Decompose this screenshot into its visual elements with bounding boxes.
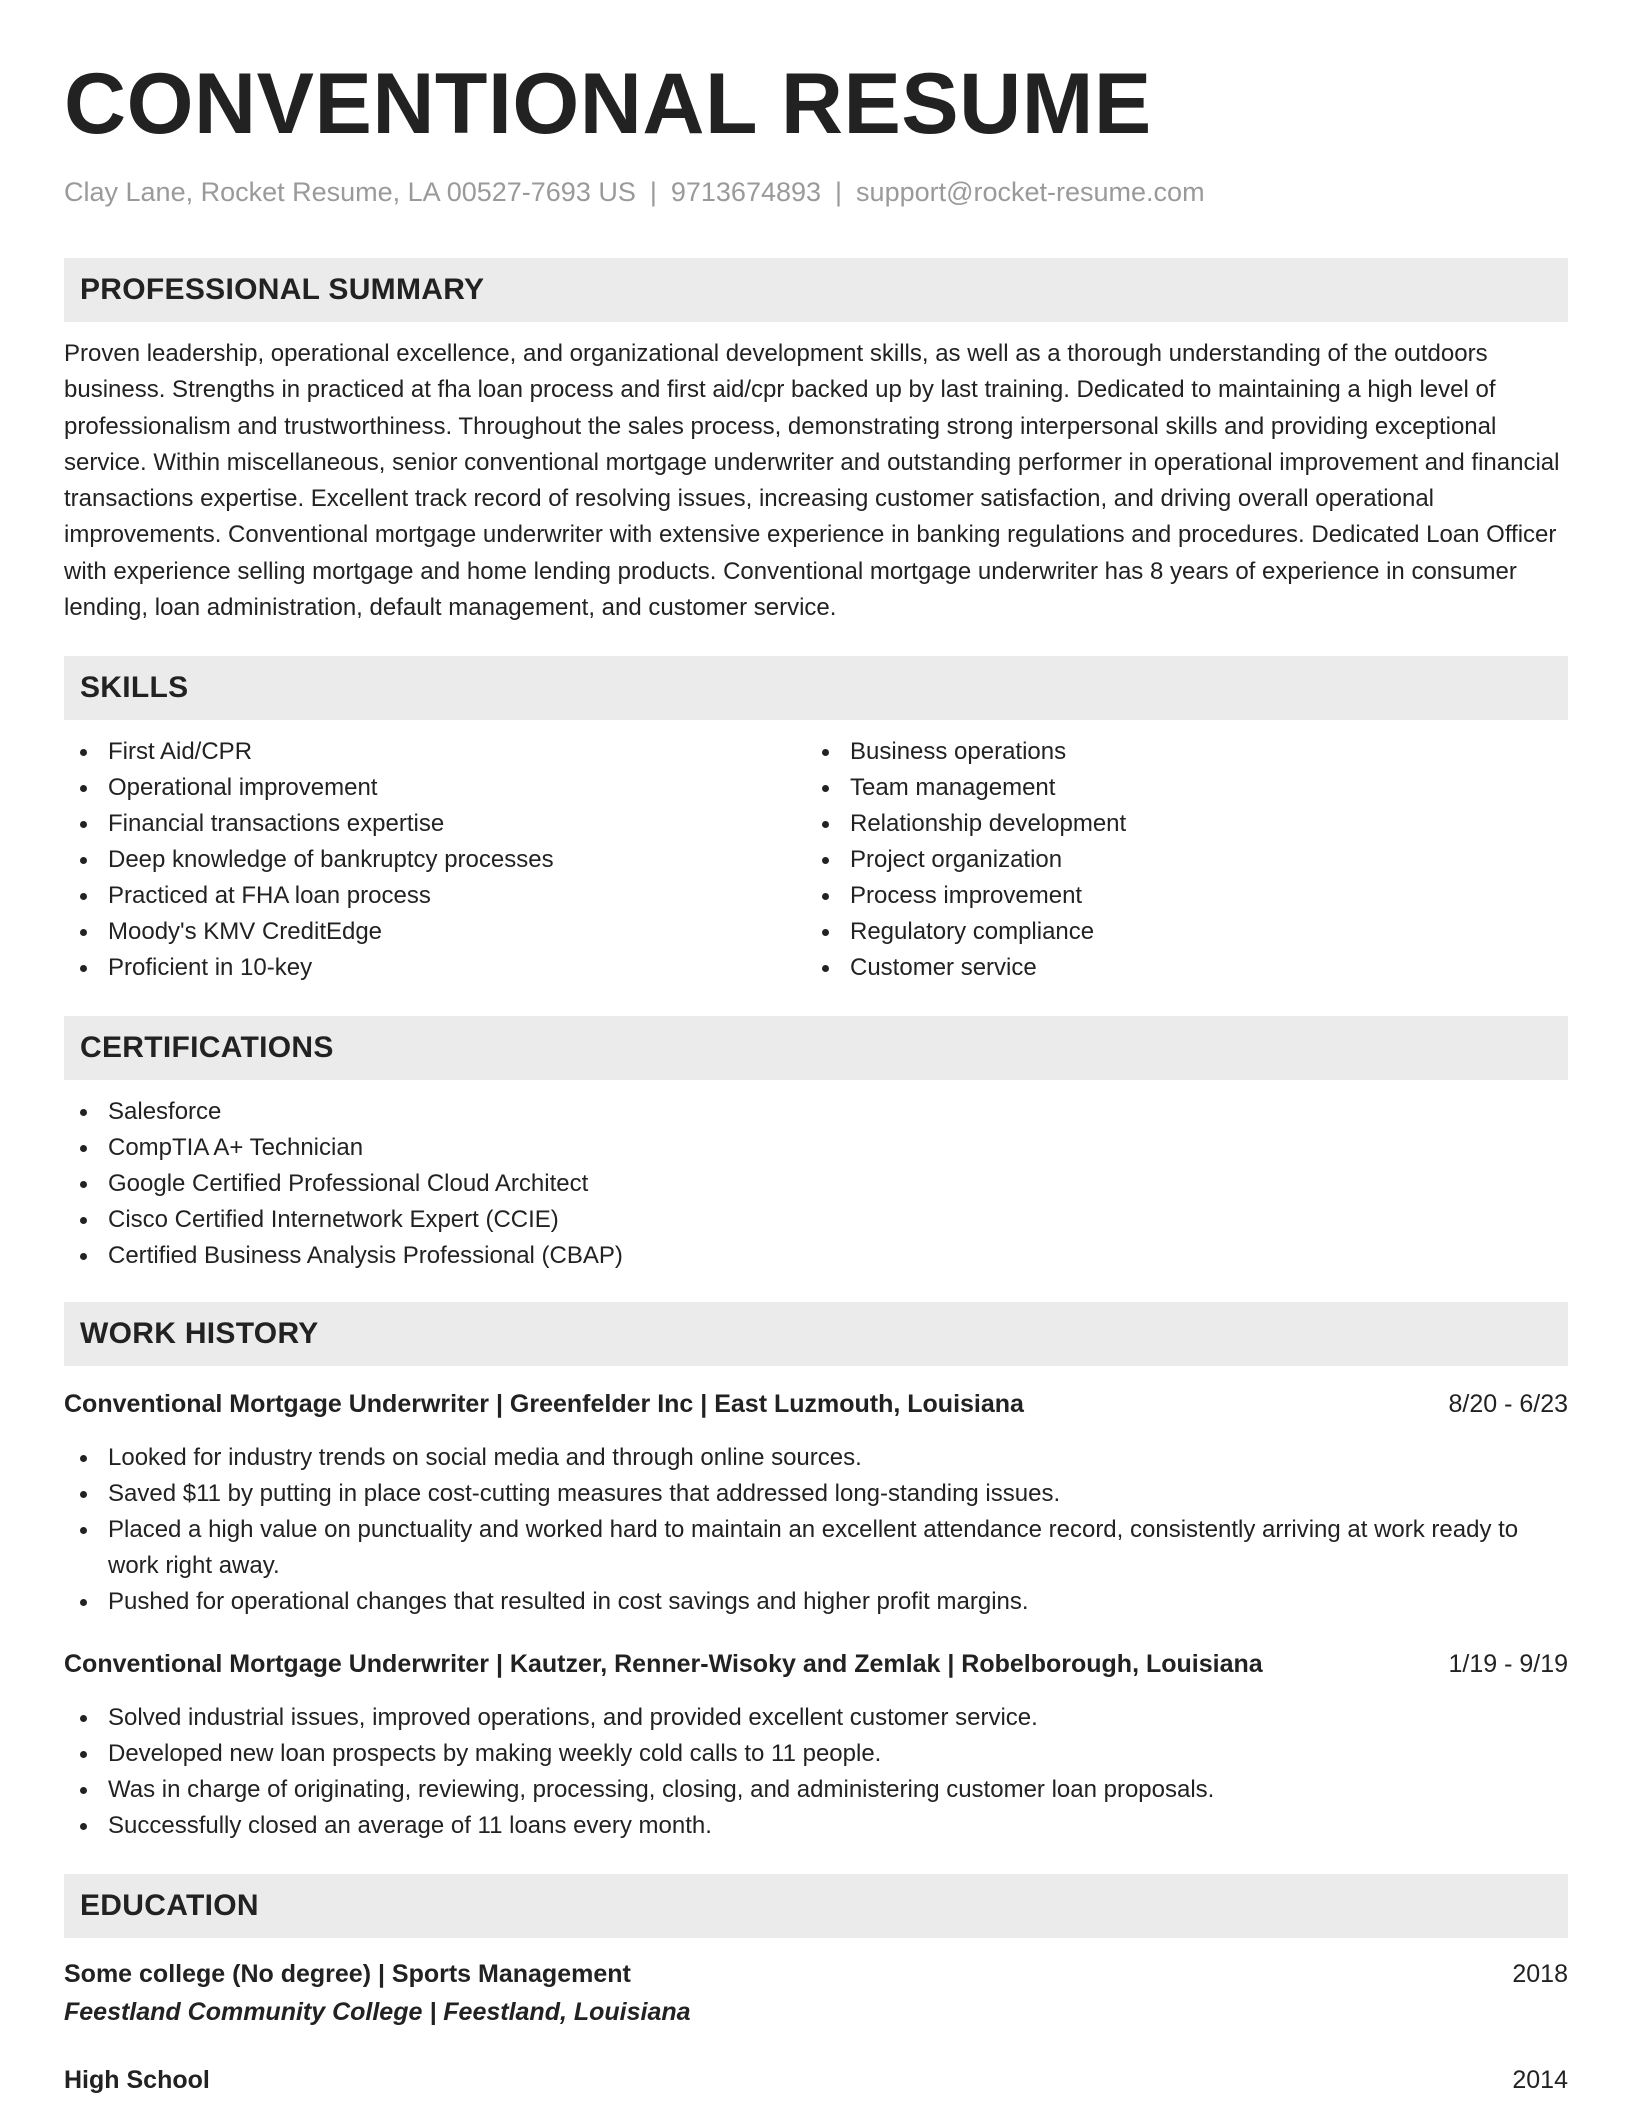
skill-item: Project organization [806, 842, 1548, 878]
certification-item: Salesforce [64, 1094, 1568, 1130]
job-header [64, 1386, 1568, 1422]
education-degree: Some college (No degree) | Sports Management [64, 1960, 631, 1989]
certification-item: Cisco Certified Internetwork Expert (CCIE) [64, 1202, 1568, 1238]
skill-item: Customer service [806, 950, 1548, 986]
job-title: Conventional Mortgage Underwriter | Greenfelder Inc | East Luzmouth, Louisiana [64, 1390, 1024, 1419]
skill-item: Financial transactions expertise [64, 806, 806, 842]
skill-item: Team management [806, 770, 1548, 806]
certification-item: Certified Business Analysis Professional (CBAP) [64, 1238, 1568, 1274]
section-header-certifications: CERTIFICATIONS [64, 1016, 1568, 1080]
skill-item: Relationship development [806, 806, 1548, 842]
skill-item: Deep knowledge of bankruptcy processes [64, 842, 806, 878]
job-title: Conventional Mortgage Underwriter | Kautzer, Renner-Wisoky and Zemlak | Robelborough, Louisiana [64, 1650, 1263, 1679]
job-bullets [64, 1700, 1568, 1844]
education-entry [64, 2062, 1568, 2098]
job-bullet: Placed a high value on punctuality and worked hard to maintain an excellent attendance record, consistently arriving at work ready to work right away. [64, 1512, 1568, 1584]
job-entry [64, 1386, 1568, 1620]
job-bullet: Pushed for operational changes that resulted in cost savings and higher profit margins. [64, 1584, 1568, 1620]
contact-address: Clay Lane, Rocket Resume, LA 00527-7693 US [64, 177, 636, 207]
job-dates: 1/19 - 9/19 [1448, 1650, 1568, 1679]
contact-separator: | [649, 177, 657, 207]
job-bullet: Was in charge of originating, reviewing, processing, closing, and administering customer loan proposals. [64, 1772, 1568, 1808]
skill-item: Moody's KMV CreditEdge [64, 914, 806, 950]
job-bullets [64, 1440, 1568, 1620]
skill-item: First Aid/CPR [64, 734, 806, 770]
education-year: 2014 [1512, 2066, 1568, 2095]
skill-item: Process improvement [806, 878, 1548, 914]
skill-item: Regulatory compliance [806, 914, 1548, 950]
job-bullet: Looked for industry trends on social media and through online sources. [64, 1440, 1568, 1476]
skills-grid [64, 734, 1568, 986]
contact-email: support@rocket-resume.com [856, 177, 1205, 207]
section-header-skills: SKILLS [64, 656, 1568, 720]
job-bullet: Saved $11 by putting in place cost-cutting measures that addressed long-standing issues. [64, 1476, 1568, 1512]
skill-item: Business operations [806, 734, 1548, 770]
education-header [64, 2062, 1568, 2098]
education-school: Feestland Community College | Feestland, Louisiana [64, 1998, 691, 2027]
contact-line [64, 174, 1568, 210]
section-header-summary: PROFESSIONAL SUMMARY [64, 258, 1568, 322]
education-header [64, 1956, 1568, 1992]
job-entry [64, 1646, 1568, 1844]
certification-item: CompTIA A+ Technician [64, 1130, 1568, 1166]
job-dates: 8/20 - 6/23 [1448, 1390, 1568, 1419]
skills-list-right [806, 734, 1548, 986]
certification-item: Google Certified Professional Cloud Architect [64, 1166, 1568, 1202]
section-header-education: EDUCATION [64, 1874, 1568, 1938]
skills-list-left [64, 734, 806, 986]
job-bullet: Successfully closed an average of 11 loans every month. [64, 1808, 1568, 1844]
job-bullet: Developed new loan prospects by making weekly cold calls to 11 people. [64, 1736, 1568, 1772]
summary-text: Proven leadership, operational excellence, and organizational development skills, as well as a thorough understanding of the outdoors business. Strengths in practiced at fha loan process and first aid/cpr backed up by last training. Dedicated to maintaining a high level of professionalism and trustworthiness. Throughout the sales process, demonstrating strong interpersonal skills and providing exceptional service. Within miscellaneous, senior conventional mortgage underwriter and outstanding performer in operational improvement and financial transactions expertise. Excellent track record of resolving issues, increasing customer satisfaction, and driving overall operational improvements. Conventional mortgage underwriter with extensive experience in banking regulations and procedures. Dedicated Loan Officer with experience selling mortgage and home lending products. Conventional mortgage underwriter has 8 years of experience in consumer lending, loan administration, default management, and customer service. [64, 340, 1560, 622]
education-degree: High School [64, 2066, 210, 2095]
skill-item: Operational improvement [64, 770, 806, 806]
section-header-work-history: WORK HISTORY [64, 1302, 1568, 1366]
job-bullet: Solved industrial issues, improved operations, and provided excellent customer service. [64, 1700, 1568, 1736]
resume-name: CONVENTIONAL RESUME [64, 56, 1152, 152]
skill-item: Practiced at FHA loan process [64, 878, 806, 914]
education-entry [64, 1956, 1568, 2032]
job-header [64, 1646, 1568, 1682]
certifications-list [64, 1094, 1568, 1274]
education-year: 2018 [1512, 1960, 1568, 1989]
contact-separator: | [835, 177, 843, 207]
skill-item: Proficient in 10-key [64, 950, 806, 986]
contact-phone: 9713674893 [670, 177, 822, 207]
